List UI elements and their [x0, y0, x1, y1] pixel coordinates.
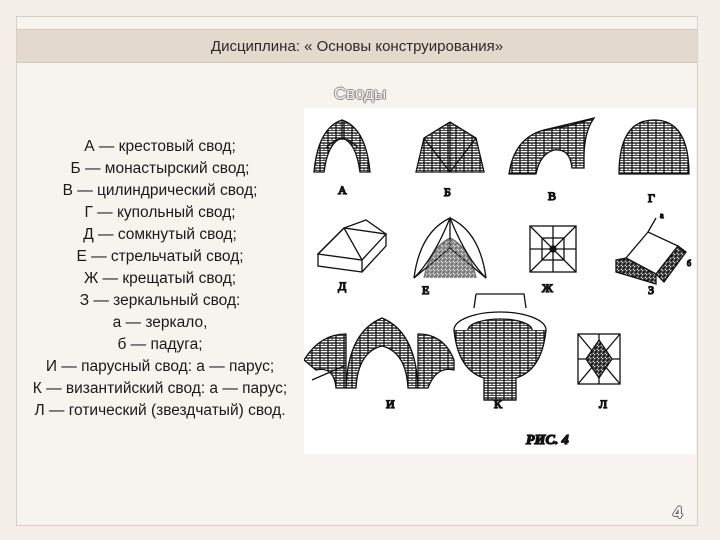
legend-line: Д — сомкнутый свод;: [83, 226, 237, 243]
figure-sublabel: б: [687, 259, 692, 268]
slide-subtitle: Своды: [333, 84, 387, 103]
closed-vault-drawing: [318, 220, 386, 272]
vault-legend: [0, 136, 320, 422]
legend-line: Б — монастырский свод;: [70, 160, 250, 177]
discipline-title: Дисциплина: « Основы конструирования»: [210, 37, 504, 55]
dome-vault-drawing: [619, 120, 689, 174]
legend-line: И — парусный свод: а — парус;: [45, 358, 275, 375]
lancet-vault-drawing: [414, 218, 486, 278]
figure-label: Г: [648, 191, 655, 205]
figure-label: Д: [338, 279, 347, 293]
figure-label: З: [648, 283, 655, 297]
legend-line: б — падуга;: [117, 336, 203, 353]
legend-line: Е — стрельчатый свод;: [76, 248, 244, 265]
slide-header: [17, 29, 697, 63]
figure-label: В: [548, 189, 557, 203]
figure-sublabel: а: [660, 211, 664, 220]
figure-label: Е: [422, 283, 430, 297]
figure-label: Ж: [542, 281, 553, 295]
legend-line: Л — готический (звездчатый) свод.: [34, 402, 286, 419]
figure-label: К: [494, 397, 503, 411]
legend-line: З — зеркальный свод:: [79, 292, 241, 309]
legend-line: К — византийский свод: а — парус;: [32, 380, 288, 397]
cloister-vault-drawing: [416, 122, 484, 172]
figure-caption: РИС. 4: [526, 433, 569, 448]
legend-line: Г — купольный свод;: [84, 204, 236, 221]
cross-shaped-vault-drawing: [530, 226, 576, 272]
cross-vault-drawing: [314, 120, 370, 172]
legend-line: а — зеркало,: [112, 314, 208, 331]
legend-line: Ж — крещатый свод;: [83, 270, 237, 287]
byzantine-vault-drawing: [454, 294, 546, 400]
figure-label: И: [386, 397, 395, 411]
mirror-vault-drawing: [616, 218, 686, 284]
vaults-drawing: [304, 108, 696, 454]
legend-line: В — цилиндрический свод;: [62, 182, 258, 199]
barrel-vault-drawing: [509, 118, 594, 174]
figure-label: Л: [599, 397, 608, 411]
vaults-figure: [304, 108, 696, 454]
figure-label: Б: [444, 185, 451, 199]
figure-label: А: [338, 183, 347, 197]
legend-line: А — крестовый свод;: [84, 138, 236, 155]
page-number: 4: [673, 503, 683, 522]
sail-vault-drawing: [304, 318, 454, 388]
gothic-vault-drawing: [578, 334, 620, 384]
